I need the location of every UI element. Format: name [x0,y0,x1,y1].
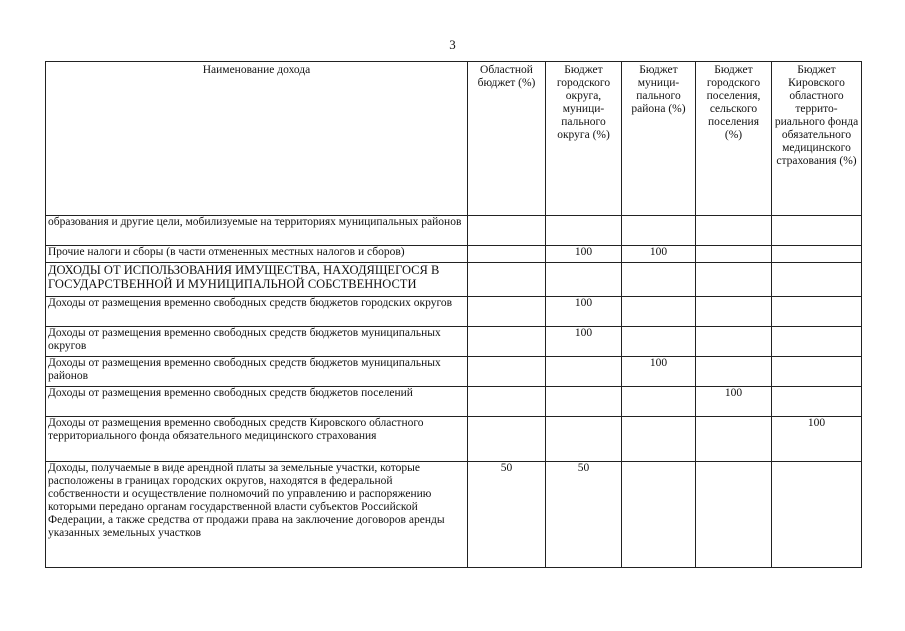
income-distribution-table [45,61,862,568]
row-value-city-district [546,263,622,297]
table-row [46,246,862,263]
row-value-municipal-area: 100 [622,246,696,263]
row-value-regional [468,297,546,327]
row-value-city-district [546,387,622,417]
row-value-regional [468,327,546,357]
row-value-city-district [546,417,622,462]
row-value-medical-fund [772,263,862,297]
row-value-settlement: 100 [696,387,772,417]
table-row [46,263,862,297]
header-income-name: Наименование дохода [46,62,468,216]
row-value-settlement [696,246,772,263]
row-value-city-district [546,216,622,246]
row-value-settlement [696,357,772,387]
table-row [46,297,862,327]
table-row [46,462,862,568]
row-income-name: Доходы, получаемые в виде арендной платы за земельные участки, которые расположены в границах городских округов, находятся в федеральной собственности и осуществление полномочий по управлению и распоряжению которыми передано органам государственной власти субъектов Российской Федерации, а также средства от продажи права на заключение договоров аренды указанных земельных участков [46,462,468,568]
row-value-regional [468,263,546,297]
row-value-medical-fund [772,462,862,568]
row-income-name: Доходы от размещения временно свободных средств бюджетов муниципальных округов [46,327,468,357]
header-city-district-budget: Бюджет городского округа, муници-пального округа (%) [546,62,622,216]
header-municipal-area-budget: Бюджет муници-пального района (%) [622,62,696,216]
row-value-medical-fund [772,246,862,263]
section-heading: ДОХОДЫ ОТ ИСПОЛЬЗОВАНИЯ ИМУЩЕСТВА, НАХОДЯЩЕГОСЯ В ГОСУДАРСТВЕННОЙ И МУНИЦИПАЛЬНОЙ СОБСТВЕННОСТИ [46,263,468,297]
row-value-municipal-area [622,417,696,462]
row-value-regional [468,216,546,246]
row-income-name: Доходы от размещения временно свободных средств бюджетов городских округов [46,297,468,327]
row-value-regional [468,357,546,387]
row-value-municipal-area [622,327,696,357]
table-row [46,216,862,246]
row-income-name: Прочие налоги и сборы (в части отмененных местных налогов и сборов) [46,246,468,263]
table-header-row [46,62,862,216]
table-row [46,327,862,357]
row-value-municipal-area: 100 [622,357,696,387]
row-value-medical-fund [772,387,862,417]
row-value-medical-fund [772,357,862,387]
row-value-regional: 50 [468,462,546,568]
row-value-city-district: 100 [546,297,622,327]
row-value-settlement [696,263,772,297]
row-income-name: образования и другие цели, мобилизуемые на территориях муниципальных районов [46,216,468,246]
row-value-city-district: 100 [546,327,622,357]
row-value-regional [468,246,546,263]
header-settlement-budget: Бюджет городского поселения, сельского поселения (%) [696,62,772,216]
header-regional-budget: Областной бюджет (%) [468,62,546,216]
row-value-medical-fund [772,327,862,357]
row-value-municipal-area [622,297,696,327]
row-value-settlement [696,297,772,327]
page-number: 3 [449,37,456,52]
row-value-settlement [696,417,772,462]
row-value-city-district: 50 [546,462,622,568]
row-value-city-district [546,357,622,387]
row-value-municipal-area [622,387,696,417]
row-value-municipal-area [622,263,696,297]
row-value-municipal-area [622,462,696,568]
row-income-name: Доходы от размещения временно свободных средств бюджетов муниципальных районов [46,357,468,387]
table-row [46,417,862,462]
row-income-name: Доходы от размещения временно свободных средств бюджетов поселений [46,387,468,417]
table-row [46,387,862,417]
table-row [46,357,862,387]
header-medical-insurance-fund-budget: Бюджет Кировского областного террито-риального фонда обязательного медицинского страхования (%) [772,62,862,216]
row-value-settlement [696,216,772,246]
row-value-regional [468,387,546,417]
row-value-regional [468,417,546,462]
row-value-medical-fund: 100 [772,417,862,462]
row-value-city-district: 100 [546,246,622,263]
row-value-settlement [696,327,772,357]
row-value-municipal-area [622,216,696,246]
row-value-medical-fund [772,297,862,327]
row-value-medical-fund [772,216,862,246]
row-income-name: Доходы от размещения временно свободных средств Кировского областного территориального фонда обязательного медицинского страхования [46,417,468,462]
row-value-settlement [696,462,772,568]
